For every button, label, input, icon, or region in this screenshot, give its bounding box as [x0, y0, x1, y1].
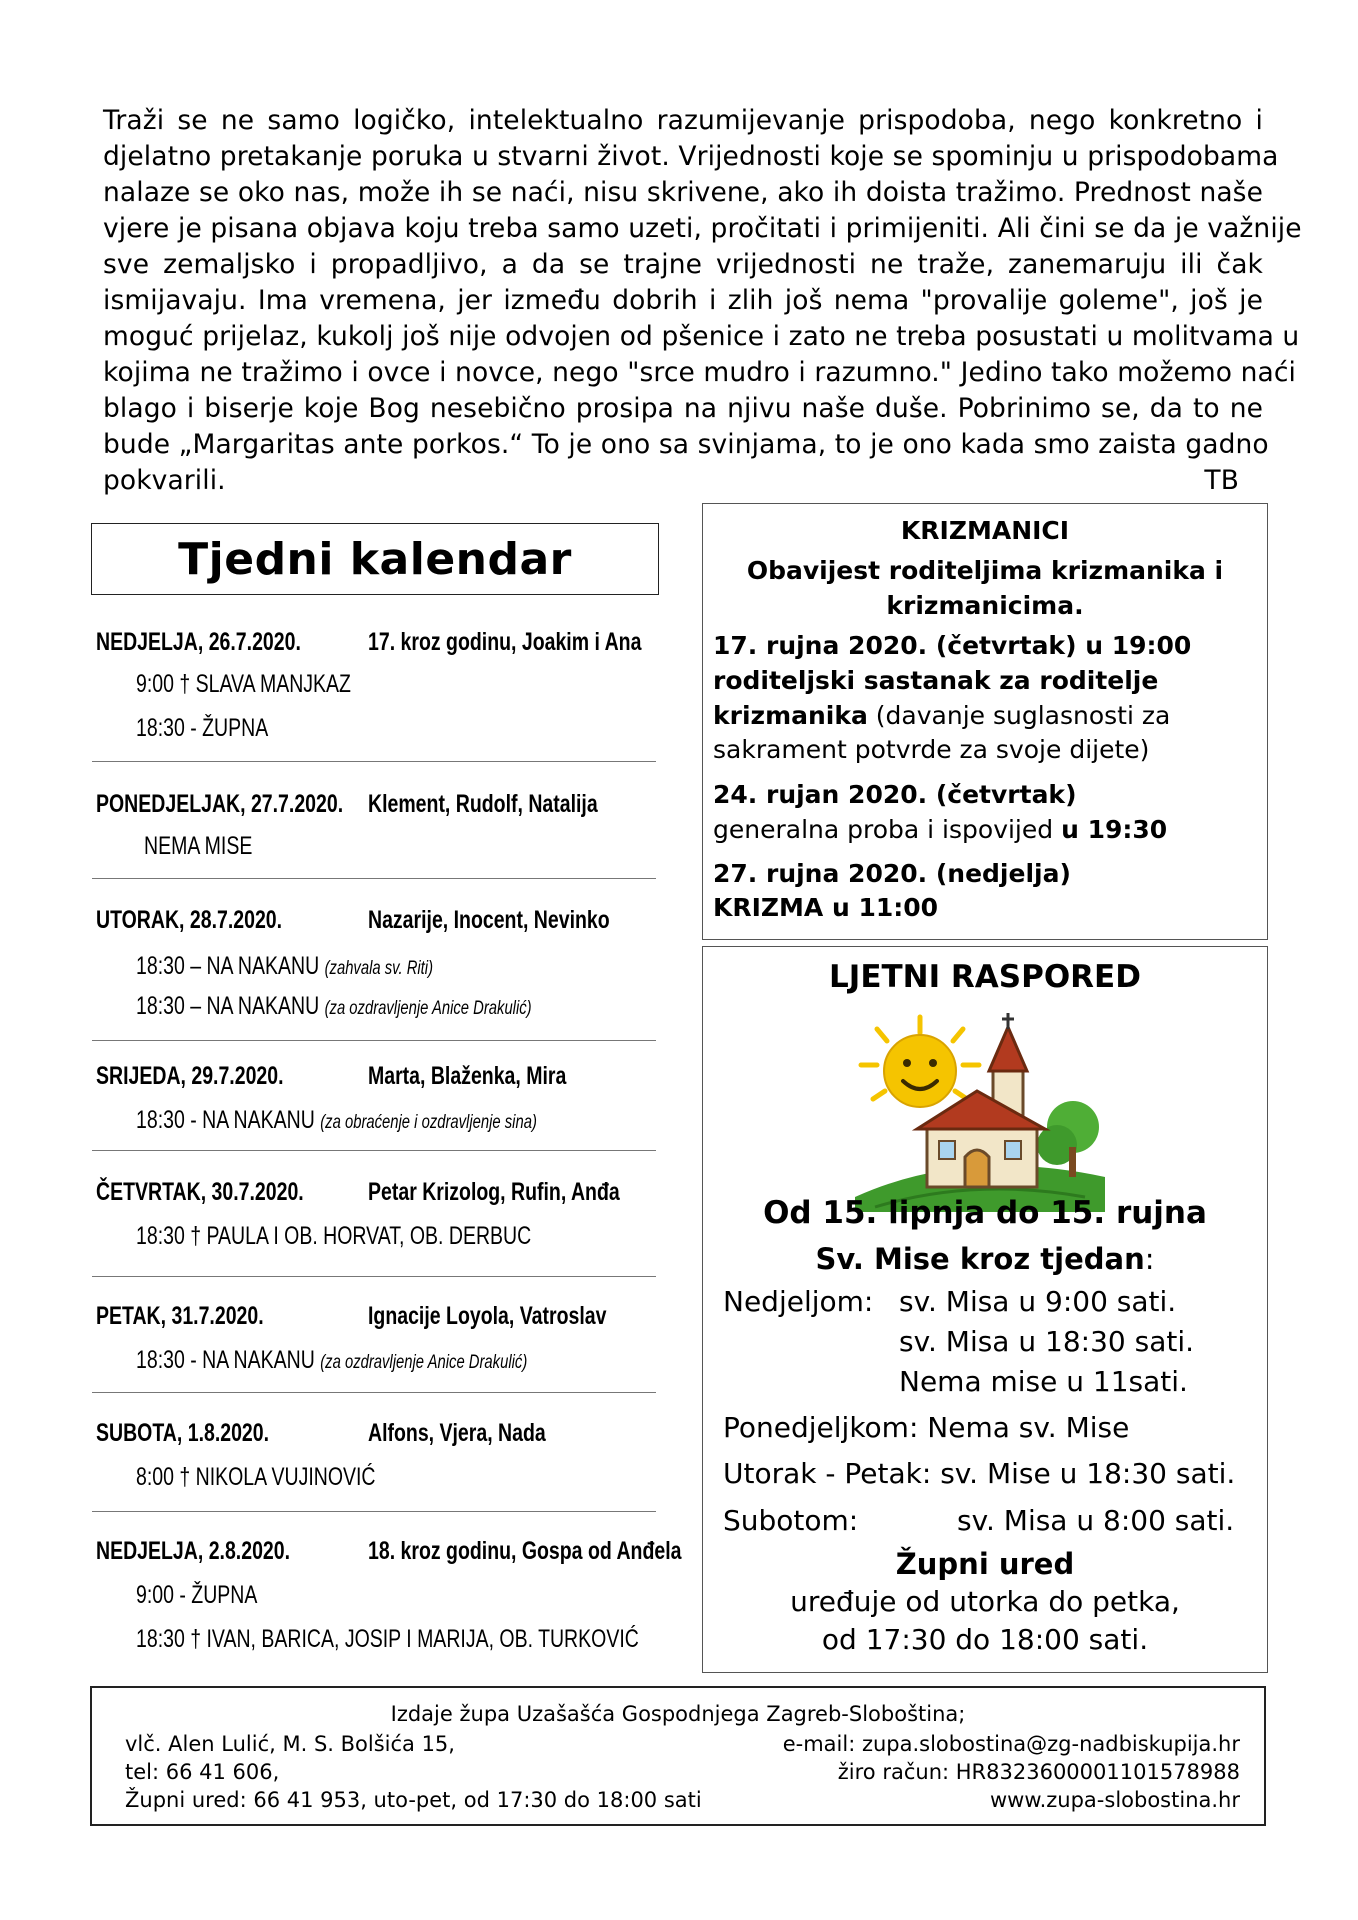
day-divider: [92, 1392, 656, 1393]
day-saints: 18. kroz godinu, Gospa od Anđela: [368, 1537, 682, 1565]
day-saints: Nazarije, Inocent, Nevinko: [368, 906, 610, 934]
parish-office-hours: od 17:30 do 18:00 sati.: [821, 1623, 1149, 1656]
notice-item: roditeljski sastanak za roditelje: [713, 666, 1159, 695]
day-date: ČETVRTAK, 30.7.2020.: [96, 1178, 304, 1206]
day-date: SRIJEDA, 29.7.2020.: [96, 1062, 284, 1090]
confirmation-subtitle: krizmanicima.: [886, 591, 1084, 620]
intro-line: Traži se ne samo logičko, intelektualno razumijevanje prispodoba, nego konkretno i: [103, 105, 1263, 136]
parish-office-title: Župni ured: [895, 1547, 1075, 1581]
summer-schedule-box: [702, 946, 1268, 1673]
day-date: UTORAK, 28.7.2020.: [96, 906, 283, 934]
day-divider: [92, 1511, 656, 1512]
mass-entry: 18:30 - ŽUPNA: [136, 714, 269, 742]
sunday-label: Nedjeljom:: [723, 1285, 874, 1318]
mass-entry: 18:30 - NA NAKANU (za ozdravljenje Anice Drakulić): [136, 1346, 528, 1374]
mass-entry: 9:00 † SLAVA MANJKAZ: [136, 670, 351, 698]
intro-line: vjere je pisana objava koju treba samo uzeti, pročitati i primijeniti. Ali čini se da je važnije: [103, 213, 1302, 244]
intro-line: blago i biserje koje Bog nesebično prosipa na njivu naše duše. Pobrinimo se, da to ne: [103, 393, 1263, 424]
mass-entry: 8:00 † NIKOLA VUJINOVIĆ: [136, 1463, 376, 1491]
publisher-line: Izdaje župa Uzašašća Gospodnjega Zagreb-Sloboština;: [390, 1702, 966, 1726]
mass-entry: 18:30 † PAULA I OB. HORVAT, OB. DERBUC: [136, 1222, 532, 1250]
saturday-label: Subotom:: [723, 1504, 859, 1537]
mass-entry: 9:00 - ŽUPNA: [136, 1581, 258, 1609]
intro-line: moguć prijelaz, kukolj još nije odvojen od pšenice i zato ne treba posustati u molitvama u: [103, 321, 1300, 352]
mass-entry: 18:30 – NA NAKANU (za ozdravljenje Anice Drakulić): [136, 992, 532, 1020]
confirmation-notice-box: [702, 503, 1268, 940]
intro-line: djelatno pretakanje poruka u stvarni život. Vrijednosti koje se spominju u prispodobama: [103, 141, 1279, 172]
sun-church-illustration: [845, 1007, 1115, 1217]
intro-line: bude „Margaritas ante porkos.“ To je ono sa svinjama, to je ono kada smo zaista gadno: [103, 429, 1269, 460]
intro-line: sve zemaljsko i propadljivo, a da se trajne vrijednosti ne traže, zanemaruju ili čak: [103, 249, 1263, 280]
mass-entry: 18:30 - NA NAKANU (za obraćenje i ozdravljenje sina): [136, 1106, 537, 1134]
day-saints: Ignacije Loyola, Vatroslav: [368, 1302, 607, 1330]
day-date: SUBOTA, 1.8.2020.: [96, 1419, 270, 1447]
website-link[interactable]: www.zupa-slobostina.hr: [990, 1788, 1240, 1812]
priest-address: vlč. Alen Lulić, M. S. Bolšića 15,: [125, 1732, 455, 1756]
sunday-mass: Nema mise u 11sati.: [899, 1365, 1188, 1398]
bank-account: žiro račun: HR8323600001101578988: [837, 1760, 1240, 1784]
office-phone-hours: Župni ured: 66 41 953, uto-pet, od 17:30 do 18:00 sati: [125, 1788, 702, 1812]
intro-line: nalaze se oko nas, može ih se naći, nisu skrivene, ako ih doista tražimo. Prednost naše: [103, 177, 1263, 208]
parish-office-hours: uređuje od utorka do petka,: [790, 1585, 1180, 1618]
calendar-title: Tjedni kalendar: [178, 533, 572, 585]
notice-item: 27. rujna 2020. (nedjelja): [713, 859, 1071, 888]
monday-schedule: Ponedjeljkom: Nema sv. Mise: [723, 1411, 1130, 1444]
day-date: NEDJELJA, 2.8.2020.: [96, 1537, 291, 1565]
saturday-mass: sv. Misa u 8:00 sati.: [957, 1504, 1235, 1537]
intro-line: kojima ne tražimo i ovce i novce, nego "srce mudro i razumno." Jedino tako možemo naći: [103, 357, 1296, 388]
summer-period: Od 15. lipnja do 15. rujna: [763, 1195, 1207, 1231]
notice-item: 17. rujna 2020. (četvrtak) u 19:00: [713, 631, 1192, 660]
day-date: PONEDJELJAK, 27.7.2020.: [96, 790, 344, 818]
author-signature: TB: [1204, 465, 1239, 496]
day-divider: [92, 1276, 656, 1277]
day-date: PETAK, 31.7.2020.: [96, 1302, 264, 1330]
summer-schedule-title: LJETNI RASPORED: [829, 959, 1141, 995]
intro-line: ismijavaju. Ima vremena, jer između dobrih i zlih još nema "provalije goleme", još je: [103, 285, 1263, 316]
email-link[interactable]: e-mail: zupa.slobostina@zg-nadbiskupija.hr: [782, 1732, 1240, 1756]
day-divider: [92, 1150, 656, 1151]
confirmation-title: KRIZMANICI: [900, 516, 1070, 545]
day-divider: [92, 1040, 656, 1041]
sunday-mass: sv. Misa u 9:00 sati.: [899, 1285, 1177, 1318]
notice-item: KRIZMA u 11:00: [713, 893, 939, 922]
footer-publisher-box: [90, 1686, 1266, 1826]
day-saints: Marta, Blaženka, Mira: [368, 1062, 567, 1090]
mass-entry: 18:30 – NA NAKANU (zahvala sv. Riti): [136, 952, 434, 980]
tue-fri-schedule: Utorak - Petak: sv. Mise u 18:30 sati.: [723, 1457, 1236, 1490]
day-saints: Alfons, Vjera, Nada: [368, 1419, 546, 1447]
intro-paragraph: [103, 103, 1302, 499]
day-divider: [92, 761, 656, 762]
mass-entry: NEMA MISE: [144, 832, 253, 860]
day-date: NEDJELJA, 26.7.2020.: [96, 628, 301, 656]
day-saints: 17. kroz godinu, Joakim i Ana: [368, 628, 642, 656]
sunday-mass: sv. Misa u 18:30 sati.: [899, 1325, 1195, 1358]
mass-entry: 18:30 † IVAN, BARICA, JOSIP I MARIJA, OB. TURKOVIĆ: [136, 1625, 639, 1653]
notice-item: generalna proba i ispovijed u 19:30: [713, 815, 1168, 844]
weekday-masses-heading: Sv. Mise kroz tjedan:: [815, 1242, 1155, 1276]
notice-item: krizmanika (davanje suglasnosti za: [713, 701, 1171, 730]
intro-line: pokvarili.: [103, 465, 226, 496]
telephone: tel: 66 41 606,: [125, 1760, 280, 1784]
day-saints: Petar Krizolog, Rufin, Anđa: [368, 1178, 620, 1206]
confirmation-subtitle: Obavijest roditeljima krizmanika i: [746, 556, 1224, 585]
day-divider: [92, 878, 656, 879]
day-saints: Klement, Rudolf, Natalija: [368, 790, 598, 818]
notice-item: sakrament potvrde za svoje dijete): [713, 735, 1150, 764]
calendar-title-box: [91, 523, 659, 595]
notice-item: 24. rujan 2020. (četvrtak): [713, 780, 1077, 809]
